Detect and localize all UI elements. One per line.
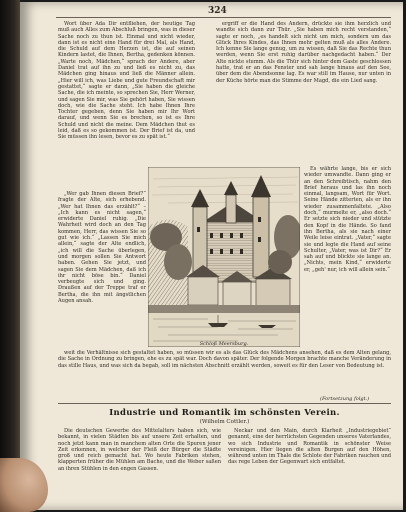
section-title: Industrie und Romantik im schönsten Verein. (109, 408, 340, 418)
header-rule (56, 17, 391, 18)
book-binding (0, 0, 20, 512)
continuation-text: weit die Verhältnisse sich gestaltet haben, so müssen wir es als das Glück des Mädchens ansehen, daß es dem Alten gelang, die Sache in Ordnung zu bringen, ehe es zu spät war. Doch davon später. Der folgende Morgen brachte manche Veränderung in das stille Haus, und was sich da begab, soll im nächsten Abschnitt erzählt werden, soweit es für den Leser von Bedeutung ist. (58, 350, 391, 369)
right-column-text: ergriff er die Hand des Andern, drückte sie ihm herzlich und wandte sich dann zur Thür. „Sie haben mich recht verstanden,“ sagte er noch, „es handelt sich nicht um mich, sondern um das Glück Ihres Kindes, das Ihnen mehr gelten muß als alles Andere. Ich kenne Sie lange genug, um zu wissen, daß Sie das Rechte thun werden, wenn Sie erst ruhig darüber nachgedacht haben.“ Der Alte nickte stumm. Als die Thür sich hinter dem Gaste geschlossen hatte, trat er an das Fenster und sah lange hinaus auf den See, über dem die Abendsonne lag. Es war still im Hause, nur unten in der Küche hörte man die Stimme der Magd, die ein Lied sang. (216, 21, 391, 84)
right-narrow-column-text: Es währte lange, bis er sich wieder umwandte. Dann ging er an den Schreibtisch, nahm den Brief heraus und las ihn noch einmal, langsam, Wort für Wort. Seine Hände zitterten, als er ihn wieder zusammenfaltete. „Also doch,“ murmelte er, „also doch.“ Er setzte sich nieder und stützte den Kopf in die Hände. So fand ihn Bertha, als sie nach einer Weile leise eintrat. „Vater,“ sagte sie und legte die Hand auf seine Schulter, „Vater, was ist Dir?“ Er sah auf und blickte sie lange an. „Nichts, mein Kind,“ erwiderte er, „geh' nur, ich will allein sein.“ (304, 166, 391, 273)
article-text-left: Die deutschen Gewerbe des Mittelalters haben sich, wie bekannt, in vielen Städten bis auf unsere Zeit erhalten, und noch jetzt kann man in manchem alten Orte die Spuren jener Zeit erkennen, in welcher der Fleiß der Bürger die Städte groß und reich gemacht hat. Wo heute Fabriken stehen, klapperten früher die Mühlen am Bache, und die Weber saßen an ihren Stühlen in den engen Gassen. (58, 428, 221, 472)
page-number: 324 (208, 6, 227, 16)
magazine-page (20, 2, 403, 510)
article-text-right: Neckar und den Main, durch Klarheit „Industriegebiet“ genannt, eine der herrlichsten Gegenden unseres Vaterlandes, wo sich Industrie und Romantik in schönster Weise vereinigen. Hier liegen die alten Burgen auf den Höhen, während unten im Thale die Schlote der Fabriken rauchen und das rege Leben der Gegenwart sich entfaltet. (228, 428, 391, 466)
section-author: (Wilhelm Cottler.) (199, 419, 250, 425)
figure-caption: Schloß Meersburg. (199, 341, 249, 347)
left-narrow-column-text: „Wer gab Ihnen diesen Brief?“ fragte der Alte, sich erhebend. „Wer hat Ihnen das erzählt?“ – „Ich kann es nicht sagen,“ erwiderte Daniel ruhig. „Die Wahrheit wird doch an den Tag kommen, Herr, das wissen Sie so gut wie ich.“ „Lassen Sie mich allein,“ sagte der Alte endlich, „ich will die Sache überlegen, und morgen sollen Sie Antwort haben. Gehen Sie jetzt, und sagen Sie dem Mädchen, daß ich ihr nicht böse bin.“ Daniel verbeugte sich und ging. Draußen auf der Treppe traf er Bertha, die ihn mit ängstlichen Augen ansah. (58, 191, 146, 305)
section-divider (58, 403, 391, 404)
left-column-text: Wort über Ada Dir entfliehen, der heutige Tag muß auch Alles zum Abschluß bringen, was in dieser Sache noch zu thun ist. Einmal und nicht wieder, dann ist es nicht eine Hand für drei Mal, als Hand, die Schuld auf dem Herzen ist, die auf seinen Kindern lastet, die Ihnen, Bertha, gedenken können. „Warte noch, Mädchen,“ sprach der Andere, aber Daniel trat auf ihn zu und ließ es nicht zu, das Mädchen ging hinaus und ließ die Männer allein. „Hier will ich, was Liebe und gute Freundschaft mir gestattet,“ sagte er dann, „Sie haben die gleiche Sache, die ich meinte, so sprechen Sie, Herr Werner, und sagen Sie mir, was Sie gehört haben, Sie wissen doch, wie die Sache steht. Ich habe Ihnen Ihre Tochter gegeben, denn Sie haben mir Ihr Wort darauf, und wenn Sie es brechen, so ist es Ihre Schuld und nicht die meine. Dem Mädchen thut es leid, daß es so gekommen ist. Der Brief ist da, und Sie müssen ihn lesen, bevor es zu spät ist.“ (58, 21, 195, 141)
continued-note: (Fortsetzung folgt.) (320, 396, 370, 402)
castle-engraving-illustration (148, 167, 300, 347)
